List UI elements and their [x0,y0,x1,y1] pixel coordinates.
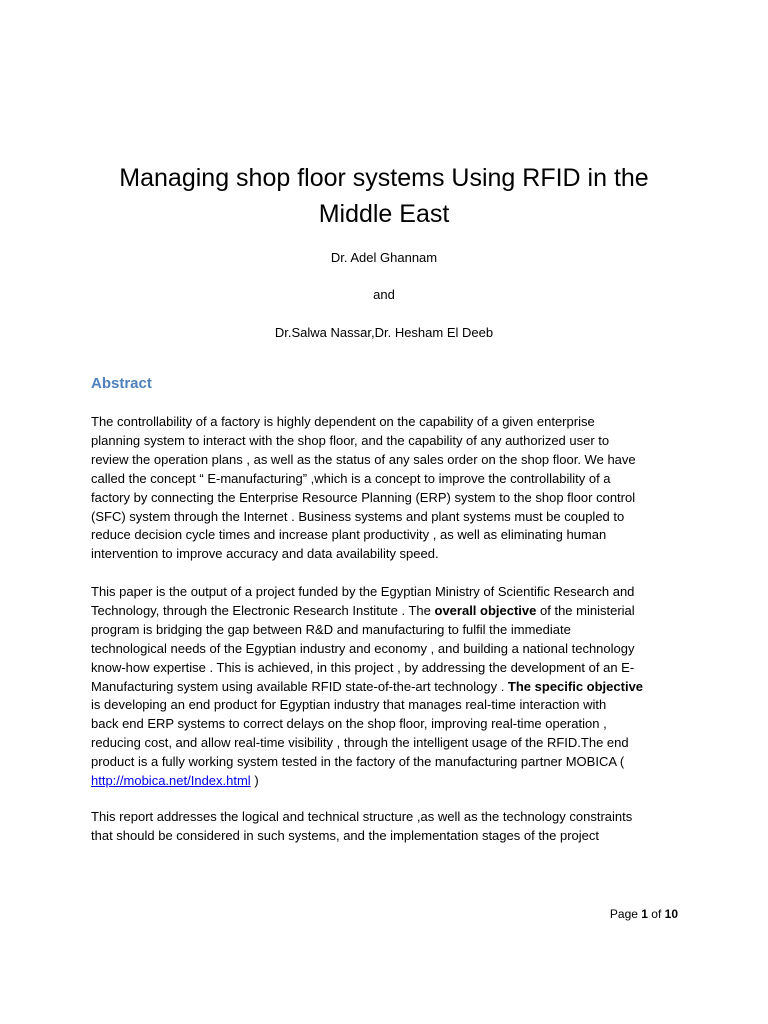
text-run: Technology, through the Electronic Research Institute . The [91,602,435,618]
text-run: Manufacturing system using available RFID state-of-the-art technology . [91,678,508,694]
paragraph-line: (SFC) system through the Internet . Business systems and plant systems must be coupled to [91,508,625,524]
abstract-heading: Abstract [91,375,152,392]
specific-objective-term: The specific objective [507,678,644,694]
text-run: ) [250,773,259,789]
paragraph-line: intervention to improve accuracy and data availability speed. [91,546,439,562]
paragraph-line: The controllability of a factory is highly dependent on the capability of a given enterprise [91,414,595,429]
paragraph-line [91,602,691,621]
page-number-footer [610,906,678,922]
paragraph-line: back end ERP systems to correct delays on the shop floor, improving real-time operation , [91,716,607,732]
paragraph-line: is developing an end product for Egyptian industry that manages real-time interaction with [91,697,607,713]
of-word: of [647,907,665,921]
total-page-count: 10 [664,907,678,921]
paragraph-line [91,772,691,791]
paragraph-line: that should be considered in such systems, and the implementation stages of the project [91,827,600,843]
mobica-link[interactable]: http://mobica.net/Index.html [91,773,251,789]
paragraph-line: factory by connecting the Enterprise Resource Planning (ERP) system to the shop floor control [91,489,636,505]
title-line-1: Managing shop floor systems Using RFID in the [119,164,649,192]
paragraph-line: know-how expertise . This is achieved, in this project , by addressing the development of an E- [91,659,635,675]
current-page-number: 1 [641,907,648,921]
paragraph-line: review the operation plans , as well as the status of any sales order on the shop floor. We have [91,451,636,467]
text-run: of the ministerial [536,602,635,618]
title-line-2: Middle East [318,200,450,228]
paragraph-line: reduce decision cycle times and increase plant productivity , as well as eliminating human [91,527,607,543]
paragraph-line [91,678,691,697]
paper-title [40,160,728,232]
author-primary: Dr. Adel Ghannam [330,250,438,265]
paragraph-line: called the concept “ E-manufacturing” ,which is a concept to improve the controllability of a [91,470,611,486]
author-conjunction: and [373,287,395,302]
abstract-paragraph-1 [91,413,691,564]
abstract-paragraph-3 [91,808,691,846]
page-word: Page [609,907,642,921]
author-secondary: Dr.Salwa Nassar,Dr. Hesham El Deeb [274,325,494,340]
paragraph-line: reducing cost, and allow real-time visibility , through the intelligent usage of the RFID.The end [91,735,629,751]
paragraph-line: program is bridging the gap between R&D and manufacturing to fulfil the immediate [91,621,571,637]
paragraph-line: planning system to interact with the shop floor, and the capability of any authorized user to [91,432,610,448]
paragraph-line: technological needs of the Egyptian industry and economy , and building a national technology [91,640,635,656]
paragraph-line: This report addresses the logical and technical structure ,as well as the technology constraints [91,809,633,824]
overall-objective-term: overall objective [434,602,537,618]
paragraph-line: This paper is the output of a project funded by the Egyptian Ministry of Scientific Research and [91,584,635,599]
paragraph-line: product is a fully working system tested in the factory of the manufacturing partner MOBICA ( [91,754,625,770]
abstract-paragraph-2 [91,583,691,791]
